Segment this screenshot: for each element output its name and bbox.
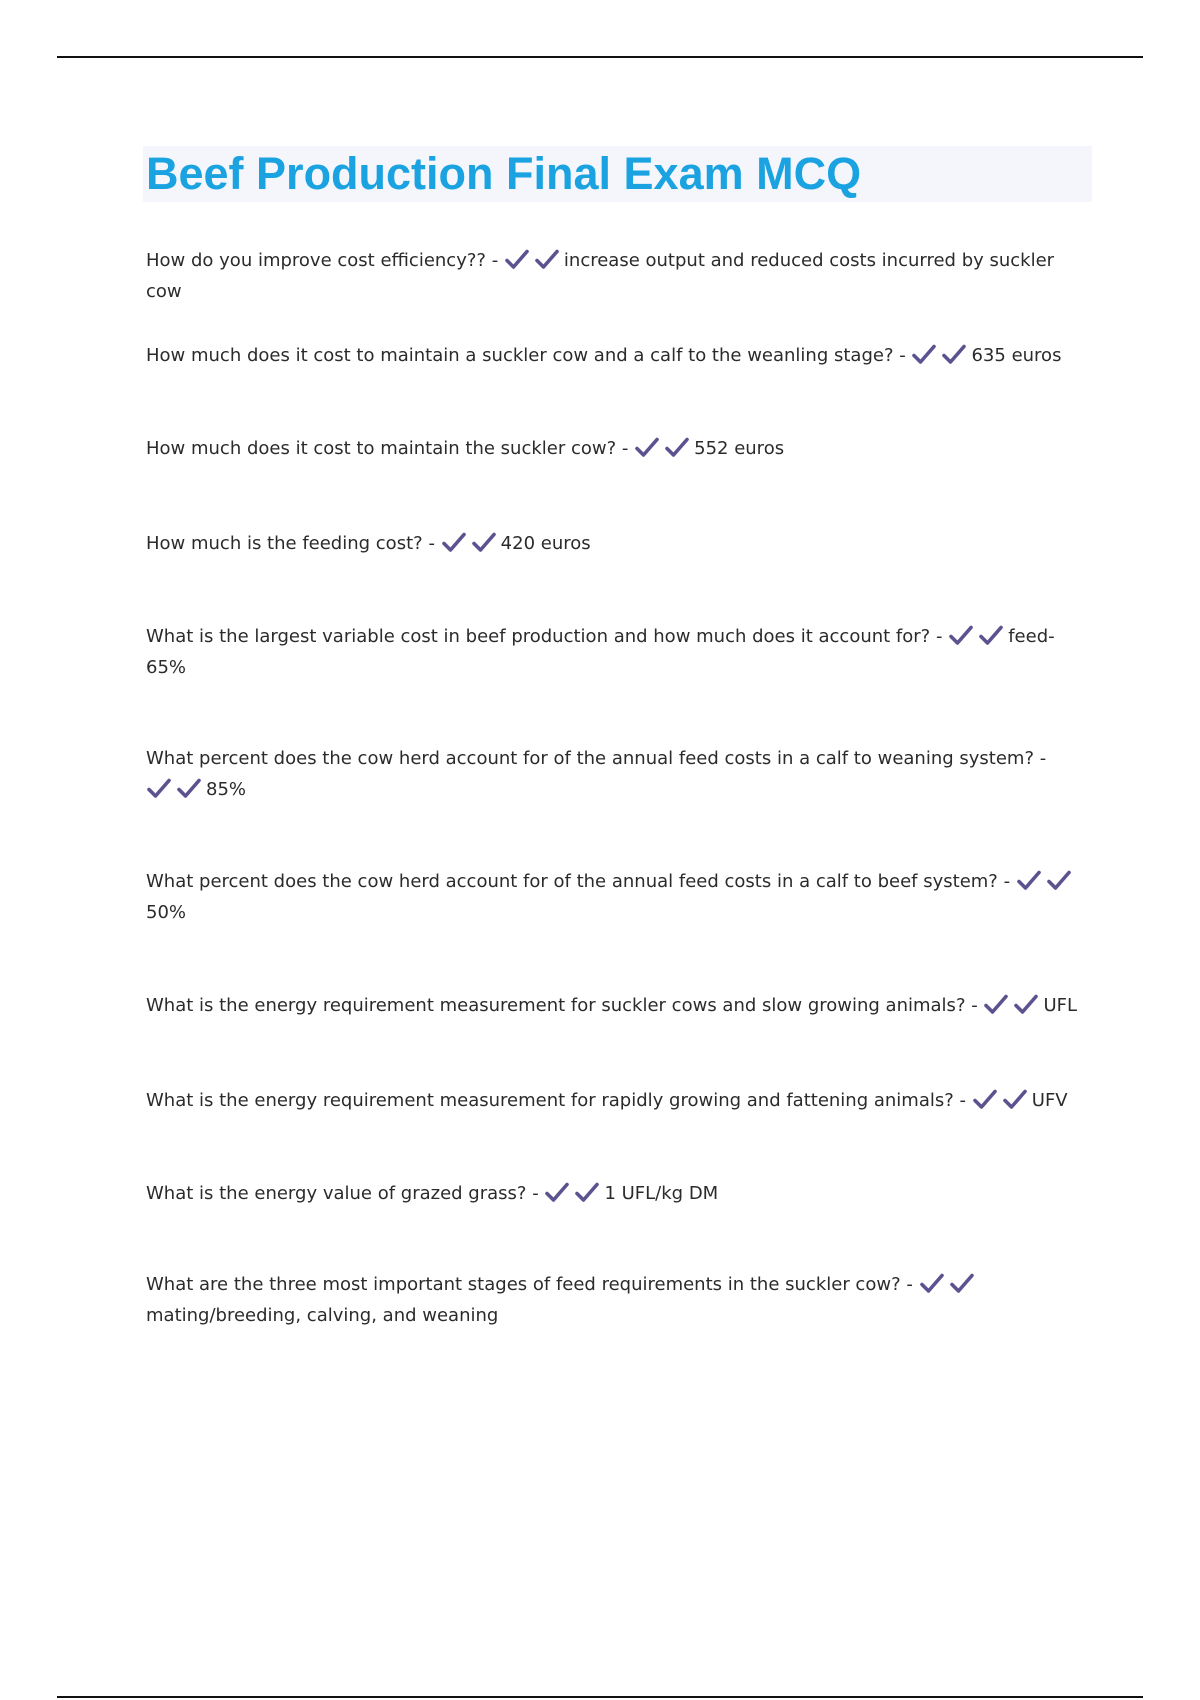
check-icon (949, 1272, 976, 1294)
qa-item (146, 621, 1086, 683)
check-icon (534, 248, 561, 270)
check-icon (1002, 1088, 1029, 1110)
qa-item (146, 528, 1086, 559)
check-icon (634, 436, 661, 458)
check-pair (911, 345, 971, 366)
answer-text: 85% (206, 779, 247, 800)
question-text: What is the largest variable cost in beef production and how much does it account for? (146, 626, 931, 647)
check-icon (948, 624, 975, 646)
check-icon (919, 1272, 946, 1294)
check-icon (544, 1181, 571, 1203)
separator: - (621, 438, 629, 459)
check-icon (983, 993, 1010, 1015)
answer-text: 1 UFL/kg DM (604, 1183, 719, 1204)
separator: - (1039, 748, 1047, 769)
separator: - (1003, 871, 1011, 892)
check-pair (504, 250, 564, 271)
qa-item (146, 1085, 1086, 1116)
question-text: What is the energy requirement measurement for rapidly growing and fattening animals? (146, 1090, 954, 1111)
answer-text: feed- 65% (146, 626, 1055, 678)
check-icon (176, 777, 203, 799)
separator: - (935, 626, 943, 647)
check-icon (1013, 993, 1040, 1015)
answer-text: 420 euros (500, 533, 591, 554)
answer-text: mating/breeding, calving, and weaning (146, 1305, 499, 1326)
question-text: What is the energy value of grazed grass? (146, 1183, 527, 1204)
check-icon (972, 1088, 999, 1110)
question-text: What are the three most important stages of feed requirements in the suckler cow? (146, 1274, 901, 1295)
qa-item (146, 1269, 1086, 1331)
answer-text: 635 euros (971, 345, 1062, 366)
check-pair (146, 779, 206, 800)
check-icon (1016, 869, 1043, 891)
separator: - (959, 1090, 967, 1111)
bottom-rule (57, 1696, 1143, 1698)
answer-text: increase output and reduced costs incurred by suckler cow (146, 250, 1055, 302)
check-icon (574, 1181, 601, 1203)
check-pair (972, 1090, 1032, 1111)
check-icon (441, 531, 468, 553)
answer-text: 552 euros (694, 438, 785, 459)
check-pair (634, 438, 694, 459)
top-rule (57, 56, 1143, 58)
qa-item (146, 433, 1086, 464)
qa-item: How do you improve cost efficiency?? - increase output and reduced costs incurred by suckler cow (146, 250, 1055, 302)
answer-text: 50% (146, 902, 187, 923)
separator: - (971, 995, 978, 1016)
answer-text: UFL (1043, 995, 1078, 1016)
check-icon (664, 436, 691, 458)
question-text: How much does it cost to maintain the suckler cow? (146, 438, 617, 459)
check-pair (983, 995, 1043, 1016)
check-icon (1046, 869, 1073, 891)
separator: - (906, 1274, 913, 1295)
separator: - (899, 345, 906, 366)
qa-item (146, 990, 1086, 1021)
check-pair (441, 533, 501, 554)
qa-item (146, 743, 1086, 805)
question-text: How much is the feeding cost? (146, 533, 423, 554)
check-pair (948, 626, 1008, 647)
qa-item (146, 340, 1086, 371)
question-text: How much does it cost to maintain a suckler cow and a calf to the weanling stage? (146, 345, 894, 366)
check-icon (941, 343, 968, 365)
document-title: Beef Production Final Exam MCQ (146, 148, 862, 199)
question-text: How do you improve cost efficiency? (146, 250, 477, 271)
qa-item (146, 866, 1086, 928)
check-pair (919, 1274, 979, 1295)
question-text: What is the energy requirement measurement for suckler cows and slow growing animals? (146, 995, 966, 1016)
separator: - (428, 533, 435, 554)
check-icon (978, 624, 1005, 646)
separator: - (532, 1183, 539, 1204)
question-text: What percent does the cow herd account for of the annual feed costs in a calf to weaning system? (146, 748, 1035, 769)
check-icon (504, 248, 531, 270)
question-text: What percent does the cow herd account for of the annual feed costs in a calf to beef system? (146, 871, 998, 892)
check-pair (544, 1183, 604, 1204)
check-pair (1016, 871, 1076, 892)
answer-text: UFV (1031, 1090, 1068, 1111)
check-icon (146, 777, 173, 799)
check-icon (471, 531, 498, 553)
separator: - (491, 250, 499, 271)
qa-item (146, 1178, 1086, 1209)
check-icon (911, 343, 938, 365)
